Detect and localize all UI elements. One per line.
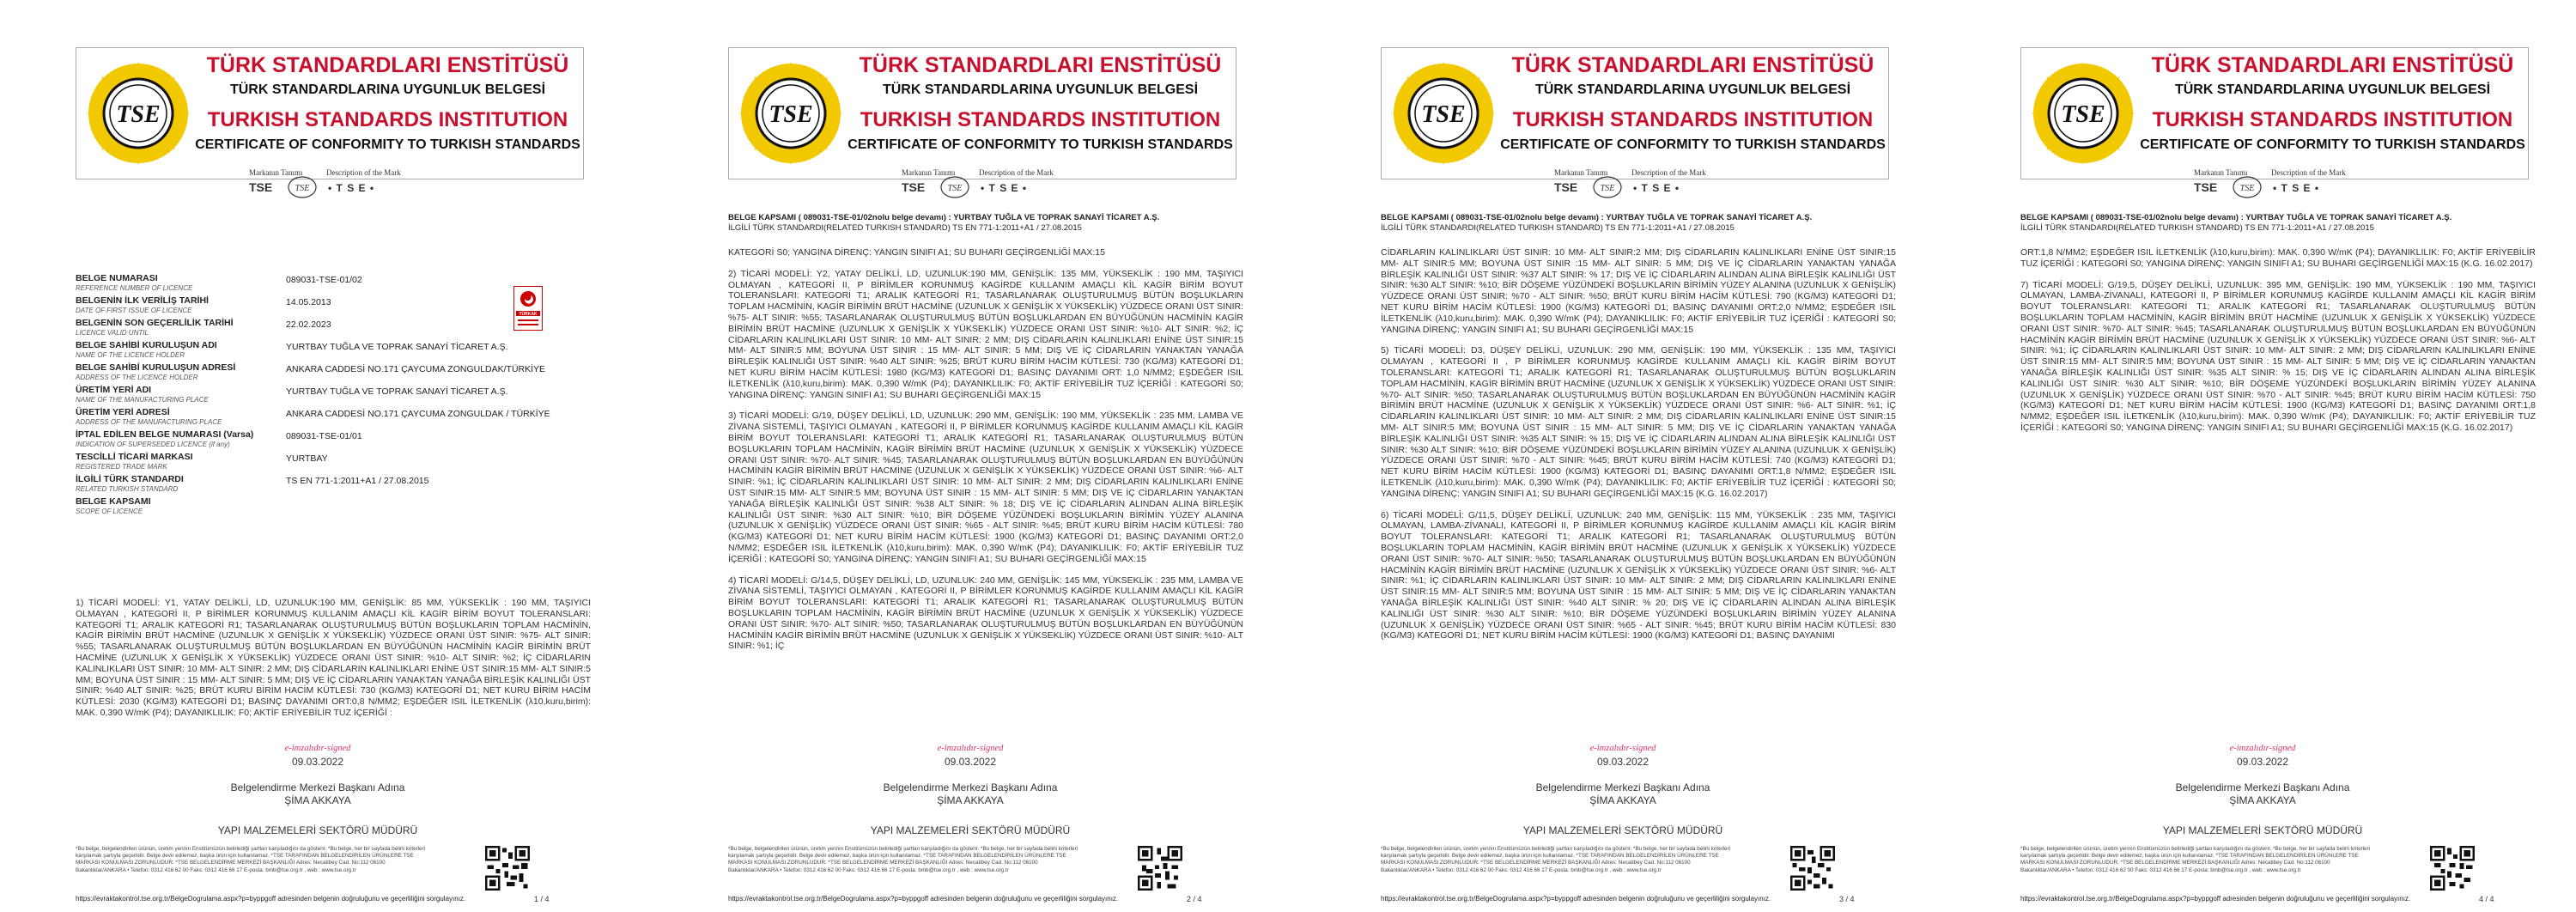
certificate-subtitle-en: CERTIFICATE OF CONFORMITY TO TURKISH STANDARDS <box>848 137 1233 152</box>
verification-url[interactable]: https://evraktakontrol.tse.org.tr/BelgeDogrulama.aspx?p=byppgoff adresinden belgenin doğruluğunu ve geçerliliğini sorgulayınız. <box>76 895 466 903</box>
signatory-title: Belgelendirme Merkezi Başkanı Adına <box>230 781 405 793</box>
qr-code-icon <box>1138 846 1182 891</box>
signature-block <box>0 744 635 836</box>
certificate-subtitle-en: CERTIFICATE OF CONFORMITY TO TURKISH STANDARDS <box>2140 137 2525 152</box>
certificate-subtitle-tr: TÜRK STANDARDLARINA UYGUNLUK BELGESİ <box>229 82 546 97</box>
footer-notes: *Bu belge, belgelendirilen ürünün, üretim yerinin Enstitümüzün belirlediği şartları karşıladığını da gösterir. *Bu belge, her bir sayfada belirli kriterleri karşılamak şartıyla geçerlidir. Belge devir edilemez, başka ürün için kullanılamaz. *TSE TARAFINDAN BELGELENDİRİLEN ÜRÜNLERE TSE MARKASI KONULMASI ZORUNLUDUR. *TSE BELGELENDİRME MERKEZİ BAŞKANLIĞI Adres: Necatibey Cad. No:112 06100 Bakanlıklar/ANKARA • Telefon: 0312 416 62 00 Faks: 0312 416 66 17 E-posta: bmb@tse.org.tr , web : www.tse.org.tr <box>1381 846 1731 873</box>
turkak-badge-icon <box>513 286 543 331</box>
esigned-label: e-imzalıdır-signed <box>1589 744 1656 753</box>
certificate-header <box>1381 47 1889 179</box>
institution-title-tr: TÜRK STANDARDLARI ENSTİTÜSÜ <box>1511 53 1874 77</box>
institution-title-en: TURKISH STANDARDS INSTITUTION <box>207 108 568 131</box>
signatory-department: YAPI MALZEMELERİ SEKTÖRÜ MÜDÜRÜ <box>217 824 418 836</box>
footer-notes: *Bu belge, belgelendirilen ürünün, üretim yerinin Enstitümüzün belirlediği şartları karşıladığını da gösterir. *Bu belge, her bir sayfada belirli kriterleri karşılamak şartıyla geçerlidir. Belge devir edilemez, başka ürün için kullanılamaz. *TSE TARAFINDAN BELGELENDİRİLEN ÜRÜNLERE TSE MARKASI KONULMASI ZORUNLUDUR. *TSE BELGELENDİRME MERKEZİ BAŞKANLIĞI Adres: Necatibey Cad. No:112 06100 Bakanlıklar/ANKARA • Telefon: 0312 416 62 00 Faks: 0312 416 66 17 E-posta: bmb@tse.org.tr , web : www.tse.org.tr <box>2020 846 2371 873</box>
signatory-department: YAPI MALZEMELERİ SEKTÖRÜ MÜDÜRÜ <box>1522 824 1723 836</box>
mark-label-en: Description of the Mark <box>979 168 1054 177</box>
mark-dots: • T S E • <box>981 182 1028 194</box>
signatory-title: Belgelendirme Merkezi Başkanı Adına <box>883 781 1058 793</box>
mark-description <box>653 168 1288 199</box>
svg-text:TSE: TSE <box>116 101 161 128</box>
esigned-label: e-imzalıdır-signed <box>937 744 1004 753</box>
signature-block <box>653 744 1288 836</box>
mark-description <box>0 168 635 199</box>
mark-description <box>1945 168 2576 199</box>
signatory-title: Belgelendirme Merkezi Başkanı Adına <box>2175 781 2350 793</box>
svg-text:TÜRKAK: TÜRKAK <box>519 312 538 317</box>
institution-title-en: TURKISH STANDARDS INSTITUTION <box>2152 108 2513 131</box>
related-standard-line: İLGİLİ TÜRK STANDARDI(RELATED TURKISH STANDARD) TS EN 771-1:2011+A1 / 27.08.2015 <box>2020 223 2374 233</box>
signatory-department: YAPI MALZEMELERİ SEKTÖRÜ MÜDÜRÜ <box>870 824 1071 836</box>
signature-block <box>1945 744 2576 836</box>
institution-title-en: TURKISH STANDARDS INSTITUTION <box>860 108 1221 131</box>
mark-dots: • T S E • <box>1633 182 1680 194</box>
field-holder-address: BELGE SAHİBİ KURULUŞUN ADRESİ ADDRESS OF THE LICENCE HOLDER ANKARA CADDESİ NO.171 ÇAYCUMA ZONGULDAK/TÜRKİYE <box>76 362 546 381</box>
mark-dots: • T S E • <box>328 182 375 194</box>
scope-header: BELGE KAPSAMI ( 089031-TSE-01/02nolu belge devamı) : YURTBAY TUĞLA VE TOPRAK SANAYİ TİCARET A.Ş. <box>728 213 1160 222</box>
scope-paragraph: KATEGORİ S0; YANGINA DİRENÇ: YANGIN SINIFI A1; SU BUHARI GEÇİRGENLİĞİ MAX:15 <box>728 247 1105 258</box>
scope-paragraph: 4) TİCARİ MODELİ: G/14,5, DÜŞEY DELİKLİ, LD, UZUNLUK: 240 MM, GENİŞLİK: 145 MM, YÜKSEKLİK : 235 MM, LAMBA VE ZİVANA SİSTEMLİ, TAŞIYICI OLMAYAN , KATEGORİ II, P BİRİMLER KORUNMUŞ KAGİRDE KULLANIM AMAÇLI KİL KAGİR BİRİM BOYUT TOLERANSLARI: KATEGORİ T1; ARALIK KATEGORİ R1; TASARLANARAK OLUŞTURULMUŞ BÜTÜN BOŞLUKLARIN TOPLAM HACMİNİN, KAGİR BİRİMİN BRÜT HACMİNE (UZUNLUK X GENİŞLİK X YÜKSEKLİK) YÜZDECE ORANI ÜST SINIR: %70- ALT SINIR: %50; TASARLANARAK OLUŞTURULMUŞ BÜTÜN BOŞLUKLARDAN EN BÜYÜĞÜNÜN HACMİNİN KAGİR BİRİMİN BRÜT HACMİNE (UZUNLUK X GENİŞLİK X YÜKSEKLİK) YÜZDECE ORANI ÜST SINIR: %10- ALT SINIR: %1; İÇ <box>728 575 1243 652</box>
scope-paragraph: 1) TİCARİ MODELİ: Y1, YATAY DELİKLİ, LD, UZUNLUK:190 MM, GENİŞLİK: 85 MM, YÜKSEKLİK : 190 MM, TAŞIYICI OLMAYAN , KATEGORİ II, P BİRİMLER KORUNMUŞ KULLANIM AMAÇLI KİL KAGİR BİRİM BOYUT TOLERANSLARI: KATEGORİ T1; ARALIK KATEGORİ R1; TASARLANARAK OLUŞTURULMUŞ BÜTÜN BOŞLUKLARIN TOPLAM HACMİNİN, KAGİR BİRİMİN BRÜT HACMİNE (UZUNLUK X GENİŞLİK X YÜKSEKLİK) YÜZDECE ORANI ÜST SINIR: %75- ALT SINIR: %55; TASARLANARAK OLUŞTURULMUŞ BÜTÜN BOŞLUKLARDAN EN BÜYÜĞÜNÜN HACMİNİN KAGİR BİRİMİN BRÜT HACMİNE (UZUNLUK X GENİŞLİK X YÜKSEKLİK) YÜZDECE ORANI ÜST SINIR: %10- ALT SINIR: %2; İÇ CİDARLARIN KALINLIKLARI ÜST SINIR: 10 MM- ALT SINIR: 2 MM; DIŞ CİDARLARIN KALINLIKLARI ENİNE ÜST SINIR:15 MM- ALT SINIR:5 MM; BOYUNA ÜST SINIR : 15 MM- ALT SINIR: 5 MM; DIŞ VE İÇ CİDARLARIN YANAKTAN YANAĞA BİRLEŞİK KALINLIĞI ÜST SINIR: %40 ALT SINIR: %25; BRÜT KURU BİRİM HACİM KÜTLESİ: 730 (KG/M3) KATEGORİ D1; NET KURU BİRİM HACİM KÜTLESİ: 2030 (KG/M3) KATEGORİ D1; BASINÇ DAYANIMI ORT:0,8 N/MM2; EŞDEĞER ISIL İLETKENLİK (λ10,kuru,birim): MAK. 0,390 W/mK (P4); DAYANIKLILIK: F0; AKTİF ERİYEBİLİR TUZ İÇERİĞİ : <box>76 598 592 718</box>
svg-text:TSE: TSE <box>2061 101 2105 128</box>
certificate-header <box>2020 47 2529 179</box>
scope-paragraph: CİDARLARIN KALINLIKLARI ÜST SINIR: 10 MM- ALT SINIR:2 MM; DIŞ CİDARLARIN KALINLIKLARI ENİNE ÜST SINIR:15 MM- ALT SINIR:5 MM; BOYUNA ÜST SINIR :15 MM- ALT SINIR: 5 MM; DIŞ VE İÇ CİDARLARIN YANAKTAN YANAĞA BİRLEŞİK KALINLIĞI ÜST SINIR: %37 ALT SINIR: % 17; DIŞ VE İÇ CİDARLARIN ALINDAN ALINA BİRLEŞİK KALINLIĞI ÜST SINIR: %30 ALT SINIR: %10; BİR DÖŞEME YÜZÜNDEKİ BOŞLUKLARIN BİRİMİN YÜZEY ALANINA (UZUNLUK X GENİŞLİK) YÜZDECE ORANI ÜST SINIR: %70 - ALT SINIR: %50; BRÜT KURU BİRİM HACİM KÜTLESİ: 790 (KG/M3) KATEGORİ D1; NET KURU BİRİM HACİM KÜTLESİ: 1900 (KG/M3) KATEGORİ D1; BASINÇ DAYANIMI ORT:2,0 N/MM2; EŞDEĞER ISIL İLETKENLİK (λ10,kuru,birim): MAK. 0,390 W/mK (P4); DAYANIKLILIK: F0; AKTİF ERİYEBİLİR TUZ İÇERİĞİ : KATEGORİ S0; YANGINA DİRENÇ: YANGIN SINIFI A1; SU BUHARI GEÇİRGENLİĞİ MAX:15 <box>1381 247 1896 335</box>
svg-text:TSE: TSE <box>947 184 963 193</box>
verification-url[interactable]: https://evraktakontrol.tse.org.tr/BelgeDogrulama.aspx?p=byppgoff adresinden belgenin doğruluğunu ve geçerliliğini sorgulayınız. <box>2020 895 2411 903</box>
scope-header: BELGE KAPSAMI ( 089031-TSE-01/02nolu belge devamı) : YURTBAY TUĞLA VE TOPRAK SANAYİ TİCARET A.Ş. <box>1381 213 1813 222</box>
scope-text <box>1381 247 1896 652</box>
related-standard-line: İLGİLİ TÜRK STANDARDI(RELATED TURKISH STANDARD) TS EN 771-1:2011+A1 / 27.08.2015 <box>728 223 1082 233</box>
tse-logo-icon <box>2030 60 2136 167</box>
scope-text <box>728 247 1243 662</box>
qr-code-icon <box>1790 846 1835 891</box>
svg-text:TSE: TSE <box>295 184 310 193</box>
certificate-subtitle-tr: TÜRK STANDARDLARINA UYGUNLUK BELGESİ <box>2174 82 2491 97</box>
institution-title-en: TURKISH STANDARDS INSTITUTION <box>1512 108 1874 131</box>
signatory-title: Belgelendirme Merkezi Başkanı Adına <box>1535 781 1710 793</box>
signature-block <box>1305 744 1941 836</box>
tse-logo-icon <box>738 60 844 167</box>
page-number: 3 / 4 <box>1839 895 1855 903</box>
verification-url[interactable]: https://evraktakontrol.tse.org.tr/BelgeDogrulama.aspx?p=byppgoff adresinden belgenin doğruluğunu ve geçerliliğini sorgulayınız. <box>1381 895 1771 903</box>
certificate-header <box>728 47 1236 179</box>
signature-date: 09.03.2022 <box>944 756 997 768</box>
field-reference-number: BELGE NUMARASI REFERENCE NUMBER OF LICENCE 089031-TSE-01/02 <box>76 273 362 292</box>
institution-title-tr: TÜRK STANDARDLARI ENSTİTÜSÜ <box>2151 53 2514 77</box>
field-related-standard: İLGİLİ TÜRK STANDARDI RELATED TURKISH STANDARD TS EN 771-1:2011+A1 / 27.08.2015 <box>76 474 429 493</box>
certificate-subtitle-tr: TÜRK STANDARDLARINA UYGUNLUK BELGESİ <box>1534 82 1851 97</box>
svg-text:TSE: TSE <box>1421 101 1466 128</box>
scope-paragraph: 6) TİCARİ MODELİ: G/11,5, DÜŞEY DELİKLİ, UZUNLUK: 240 MM, GENİŞLİK: 115 MM, YÜKSEKLİK : 235 MM, TAŞIYICI OLMAYAN, LAMBA-ZİVANALI, KATEGORİ II, P BİRİMLER KORUNMUŞ KAGİRDE KULLANIM AMAÇLI KİL KAGİR BİRİM BOYUT TOLERANSLARI: KATEGORİ T1; ARALIK KATEGORİ R1; TASARLANARAK OLUŞTURULMUŞ BÜTÜN BOŞLUKLARIN TOPLAM HACMİNİN, KAGİR BİRİMİN BRÜT HACMİNE (UZUNLUK X GENİŞLİK X YÜKSEKLİK) YÜZDECE ORANI ÜST SINIR: %70- ALT SINIR: %50; TASARLANARAK OLUŞTURULMUŞ BÜTÜN BOŞLUKLARDAN EN BÜYÜĞÜNÜN HACMİNİN KAGİR BİRİMİN BRÜT HACMİNE (UZUNLUK X GENİŞLİK X YÜKSEKLİK) YÜZDECE ORANI ÜST SINIR: %6- ALT SINIR: %1; İÇ CİDARLARIN KALINLIKLARI ÜST SINIR: 10 MM- ALT SINIR: 2 MM; DIŞ CİDARLARIN KALINLIKLARI ENİNE ÜST SINIR:15 MM- ALT SINIR:5 MM; BOYUNA ÜST SINIR : 15 MM- ALT SINIR: 5 MM; DIŞ VE İÇ CİDARLARIN YANAKTAN YANAĞA BİRLEŞİK KALINLIĞI ÜST SINIR: %40 ALT SINIR: % 20; DIŞ VE İÇ CİDARLARIN ALINDAN ALINA BİRLEŞİK KALINLIĞI ÜST SINIR: %30 ALT SINIR: %10; BİR DÖŞEME YÜZÜNDEKİ BOŞLUKLARIN BİRİMİN YÜZEY ALANINA (UZUNLUK X GENİŞLİK) YÜZDECE ORANI ÜST SINIR: %65 - ALT SINIR: %45; BRÜT KURU BİRİM HACİM KÜTLESİ: 830 (KG/M3) KATEGORİ D1; NET KURU BİRİM HACİM KÜTLESİ: 1900 (KG/M3) KATEGORİ D1; BASINÇ DAYANIMI <box>1381 509 1896 641</box>
mark-tse: TSE <box>249 180 273 194</box>
mark-tse: TSE <box>1554 180 1578 194</box>
mark-tse: TSE <box>902 180 926 194</box>
institution-title-tr: TÜRK STANDARDLARI ENSTİTÜSÜ <box>859 53 1222 77</box>
institution-title-tr: TÜRK STANDARDLARI ENSTİTÜSÜ <box>206 53 569 77</box>
signatory-name: ŞİMA AKKAYA <box>1589 794 1656 806</box>
scope-paragraph: 5) TİCARİ MODELİ: D3, DÜŞEY DELİKLİ, UZUNLUK: 290 MM, GENİŞLİK: 190 MM, YÜKSEKLİK : 135 MM, TAŞIYICI OLMAYAN , KATEGORİ II , P BİRİMLER KORUNMUŞ KAGİRDE KULLANIM AMAÇLI KİL KAGİR BİRİM BOYUT TOLERANSLARI: KATEGORİ T1; ARALIK KATEGORİ R1; TASARLANARAK OLUŞTURULMUŞ BÜTÜN BOŞLUKLARIN TOPLAM HACMİNİN, KAGİR BİRİMİN BRÜT HACMİNE (UZUNLUK X GENİŞLİK X YÜKSEKLİK) YÜZDECE ORANI ÜST SINIR: %70- ALT SINIR: %50; TASARLANARAK OLUŞTURULMUŞ BÜTÜN BOŞLUKLARDAN EN BÜYÜĞÜNÜN HACMİNİN KAGİR BİRİMİN BRÜT HACMİNE (UZUNLUK X GENİŞLİK X YÜKSEKLİK) YÜZDECE ORANI ÜST SINIR: %6- ALT SINIR: %1; İÇ CİDARLARIN KALINLIKLARI ÜST SINIR: 10 MM- ALT SINIR: 2 MM; DIŞ CİDARLARIN KALINLIKLARI ENİNE ÜST SINIR:15 MM- ALT SINIR:5 MM; BOYUNA ÜST SINIR : 15 MM- ALT SINIR: 5 MM; DIŞ VE İÇ CİDARLARIN YANAKTAN YANAĞA BİRLEŞİK KALINLIĞI ÜST SINIR: %35 ALT SINIR: % 15; DIŞ VE İÇ CİDARLARIN ALINDAN ALINA BİRLEŞİK KALINLIĞI ÜST SINIR: %30 ALT SINIR: %10; BİR DÖŞEME YÜZÜNDEKİ BOŞLUKLARIN BİRİMİN YÜZEY ALANINA (UZUNLUK X GENİŞLİK) YÜZDECE ORANI ÜST SINIR: %70 - ALT SINIR: %45; BRÜT KURU BİRİM HACİM KÜTLESİ: 740 (KG/M3) KATEGORİ D1; NET KURU BİRİM HACİM KÜTLESİ: 1900 (KG/M3) KATEGORİ D1; BASINÇ DAYANIMI ORT:1,8 N/MM2; EŞDEĞER ISIL İLETKENLİK (λ10,kuru,birim): MAK. 0,390 W/mK (P4); DAYANIKLILIK: F0; AKTİF ERİYEBİLİR TUZ İÇERİĞİ : KATEGORİ S0; YANGINA DİRENÇ: YANGIN SINIFI A1; SU BUHARI GEÇİRGENLİĞİ MAX:15 (K.G. 16.02.2017) <box>1381 345 1896 499</box>
signature-date: 09.03.2022 <box>291 756 344 768</box>
field-manufacturer-address: ÜRETİM YERİ ADRESİ ADDRESS OF THE MANUFACTURING PLACE ANKARA CADDESİ NO.171 ÇAYCUMA ZONGULDAK / TÜRKİYE <box>76 407 550 426</box>
field-trade-mark: TESCİLLİ TİCARİ MARKASI REGISTERED TRADE MARK YURTBAY <box>76 452 328 471</box>
verification-url[interactable]: https://evraktakontrol.tse.org.tr/BelgeDogrulama.aspx?p=byppgoff adresinden belgenin doğruluğunu ve geçerliliğini sorgulayınız. <box>728 895 1119 903</box>
tse-logo-icon <box>1390 60 1497 167</box>
certificate-page-1 <box>0 0 635 912</box>
svg-text:TSE: TSE <box>769 101 813 128</box>
scope-header: BELGE KAPSAMI ( 089031-TSE-01/02nolu belge devamı) : YURTBAY TUĞLA VE TOPRAK SANAYİ TİCARET A.Ş. <box>2020 213 2452 222</box>
certificate-page-2 <box>653 0 1288 912</box>
certificate-subtitle-en: CERTIFICATE OF CONFORMITY TO TURKISH STANDARDS <box>1500 137 1886 152</box>
mark-label-tr: Markanın Tanımı <box>902 168 956 177</box>
field-holder-name: BELGE SAHİBİ KURULUŞUN ADI NAME OF THE LICENCE HOLDER YURTBAY TUĞLA VE TOPRAK SANAYİ TİCARET A.Ş. <box>76 340 508 359</box>
mark-label-tr: Markanın Tanımı <box>1554 168 1608 177</box>
mark-label-en: Description of the Mark <box>1631 168 1706 177</box>
scope-paragraph: ORT:1,8 N/MM2; EŞDEĞER ISIL İLETKENLİK (λ10,kuru,birim): MAK. 0,390 W/mK (P4); DAYANIKLILIK: F0; AKTİF ERİYEBİLİR TUZ İÇERİĞİ : KATEGORİ S0; YANGINA DİRENÇ: YANGIN SINIFI A1; SU BUHARI GEÇİRGENLİĞİ MAX:15 (K.G. 16.02.2017) <box>2020 247 2536 269</box>
mark-tse: TSE <box>2194 180 2218 194</box>
field-first-issue: BELGENİN İLK VERİLİŞ TARİHİ DATE OF FIRST ISSUE OF LICENCE 14.05.2013 <box>76 295 331 314</box>
related-standard-line: İLGİLİ TÜRK STANDARDI(RELATED TURKISH STANDARD) TS EN 771-1:2011+A1 / 27.08.2015 <box>1381 223 1735 233</box>
signatory-name: ŞİMA AKKAYA <box>937 794 1004 806</box>
scope-paragraph: 7) TİCARİ MODELİ: G/19,5, DÜŞEY DELİKLİ, UZUNLUK: 395 MM, GENİŞLİK: 190 MM, YÜKSEKLİK : 190 MM, TAŞIYICI OLMAYAN, LAMBA-ZİVANALI, KATEGORİ II, P BİRİMLER KORUNMUŞ KAGİRDE KULLANIM AMAÇLI KİL KAGİR BİRİM BOYUT TOLERANSLARI: KATEGORİ T1; ARALIK KATEGORİ R1; TASARLANARAK OLUŞTURULMUŞ BÜTÜN BOŞLUKLARIN TOPLAM HACMİNİN, KAGİR BİRİMİN BRÜT HACMİNE (UZUNLUK X GENİŞLİK X YÜKSEKLİK) YÜZDECE ORANI ÜST SINIR: %70- ALT SINIR: %45; TASARLANARAK OLUŞTURULMUŞ BÜTÜN BOŞLUKLARDAN EN BÜYÜĞÜNÜN HACMİNİN KAGİR BİRİMİN BRÜT HACMİNE (UZUNLUK X GENİŞLİK X YÜKSEKLİK) YÜZDECE ORANI ÜST SINIR: %6- ALT SINIR: %1; İÇ CİDARLARIN KALINLIKLARI ÜST SINIR: 10 MM- ALT SINIR: 2 MM; DIŞ CİDARLARIN KALINLIKLARI ENİNE ÜST SINIR:15 MM- ALT SINIR:5 MM; BOYUNA ÜST SINIR : 15 MM- ALT SINIR: 5 MM; DIŞ VE İÇ CİDARLARIN YANAKTAN YANAĞA BİRLEŞİK KALINLIĞI ÜST SINIR: %35 ALT SINIR: % 15; DIŞ VE İÇ CİDARLARIN ALINDAN ALINA BİRLEŞİK KALINLIĞI ÜST SINIR: %30 ALT SINIR: %10; BİR DÖŞEME YÜZÜNDEKİ BOŞLUKLARIN BİRİMİN YÜZEY ALANINA (UZUNLUK X GENİŞLİK) YÜZDECE ORANI ÜST SINIR: %70 - ALT SINIR: %45; BRÜT KURU BİRİM HACİM KÜTLESİ: 750 (KG/M3) KATEGORİ D1; NET KURU BİRİM HACİM KÜTLESİ: 1900 (KG/M3) KATEGORİ D1; BASINÇ DAYANIMI ORT:1,8 N/MM2; EŞDEĞER ISIL İLETKENLİK (λ10,kuru,birim): MAK. 0,390 W/mK (P4); DAYANIKLILIK: F0; AKTİF ERİYEBİLİR TUZ İÇERİĞİ : KATEGORİ S0; YANGINA DİRENÇ: YANGIN SINIFI A1; SU BUHARI GEÇİRGENLİĞİ MAX:15 (K.G. 16.02.2017) <box>2020 279 2536 433</box>
qr-code-icon <box>2430 846 2475 891</box>
mark-label-en: Description of the Mark <box>2271 168 2346 177</box>
footer-notes: *Bu belge, belgelendirilen ürünün, üretim yerinin Enstitümüzün belirlediği şartları karşıladığını da gösterir. *Bu belge, her bir sayfada belirli kriterleri karşılamak şartıyla geçerlidir. Belge devir edilemez, başka ürün için kullanılamaz. *TSE TARAFINDAN BELGELENDİRİLEN ÜRÜNLERE TSE MARKASI KONULMASI ZORUNLUDUR. *TSE BELGELENDİRME MERKEZİ BAŞKANLIĞI Adres: Necatibey Cad. No:112 06100 Bakanlıklar/ANKARA • Telefon: 0312 416 62 00 Faks: 0312 416 66 17 E-posta: bmb@tse.org.tr , web : www.tse.org.tr <box>728 846 1078 873</box>
tse-mark-icon <box>939 175 970 199</box>
svg-text:TSE: TSE <box>1600 184 1615 193</box>
esigned-label: e-imzalıdır-signed <box>284 744 351 753</box>
signatory-name: ŞİMA AKKAYA <box>2229 794 2296 806</box>
mark-dots: • T S E • <box>2273 182 2320 194</box>
scope-paragraph: 3) TİCARİ MODELİ: G/19, DÜŞEY DELİKLİ, LD, UZUNLUK: 290 MM, GENİŞLİK: 190 MM, YÜKSEKLİK : 235 MM, LAMBA VE ZİVANA SİSTEMLİ, TAŞIYICI OLMAYAN , KATEGORİ II, P BİRİMLER KORUNMUŞ KAGİRDE KULLANIM AMAÇLI KİL KAGİR BİRİM BOYUT TOLERANSLARI: KATEGORİ T1; ARALIK KATEGORİ R1; TASARLANARAK OLUŞTURULMUŞ BÜTÜN BOŞLUKLARIN TOPLAM HACMİNİN, KAGİR BİRİMİN BRÜT HACMİNE (UZUNLUK X GENİŞLİK X YÜKSEKLİK) YÜZDECE ORANI ÜST SINIR: %70- ALT SINIR: %45; TASARLANARAK OLUŞTURULMUŞ BÜTÜN BOŞLUKLARDAN EN BÜYÜĞÜNÜN HACMİNİN KAGİR BİRİMİN BRÜT HACMİNE (UZUNLUK X GENİŞLİK X YÜKSEKLİK) YÜZDECE ORANI ÜST SINIR: %6- ALT SINIR: %1; İÇ CİDARLARIN KALINLIKLARI ÜST SINIR: 10 MM- ALT SINIR: 2 MM; DIŞ CİDARLARIN KALINLIKLARI ENİNE ÜST SINIR:15 MM- ALT SINIR:5 MM; BOYUNA ÜST SINIR : 15 MM- ALT SINIR: 5 MM; DIŞ VE İÇ CİDARLARIN YANAKTAN YANAĞA BİRLEŞİK KALINLIĞI ÜST SINIR: %38 ALT SINIR: % 18; DIŞ VE İÇ CİDARLARIN ALINDAN ALINA BİRLEŞİK KALINLIĞI ÜST SINIR: %30 ALT SINIR: %10; BİR DÖŞEME YÜZÜNDEKİ BOŞLUKLARIN BİRİMİN YÜZEY ALANINA (UZUNLUK X GENİŞLİK) YÜZDECE ORANI ÜST SINIR: %65 - ALT SINIR: %45; BRÜT KURU BİRİM HACİM KÜTLESİ: 780 (KG/M3) KATEGORİ D1; NET KURU BİRİM HACİM KÜTLESİ: 1900 (KG/M3) KATEGORİ D1; BASINÇ DAYANIMI ORT:2,0 N/MM2; EŞDEĞER ISIL İLETKENLİK (λ10,kuru,birim): MAK. 0,390 W/mK (P4); DAYANIKLILIK: F0; AKTİF ERİYEBİLİR TUZ İÇERİĞİ : KATEGORİ S0; YANGINA DİRENÇ: YANGIN SINIFI A1; SU BUHARI GEÇİRGENLİĞİ MAX:15 <box>728 410 1243 564</box>
signatory-name: ŞİMA AKKAYA <box>284 794 351 806</box>
certificate-page-4 <box>1945 0 2576 912</box>
certificate-subtitle-tr: TÜRK STANDARDLARINA UYGUNLUK BELGESİ <box>882 82 1199 97</box>
mark-description <box>1305 168 1941 199</box>
tse-logo-icon <box>85 60 191 167</box>
certificate-page-3 <box>1305 0 1941 912</box>
page-number: 1 / 4 <box>534 895 550 903</box>
esigned-label: e-imzalıdır-signed <box>2229 744 2296 753</box>
scope-paragraph: 2) TİCARİ MODELİ: Y2, YATAY DELİKLİ, LD, UZUNLUK:190 MM, GENİŞLİK: 135 MM, YÜKSEKLİK : 190 MM, TAŞIYICI OLMAYAN , KATEGORİ II, P BİRİMLER KORUNMUŞ KAGİRDE KULLANIM AMAÇLI KİL KAGİR BİRİM BOYUT TOLERANSLARI: KATEGORİ T1; ARALIK KATEGORİ R1; TASARLANARAK OLUŞTURULMUŞ BÜTÜN BOŞLUKLARIN TOPLAM HACMİNİN, KAGİR BİRİMİN BRÜT HACMİNE (UZUNLUK X GENİŞLİK X YÜKSEKLİK) YÜZDECE ORANI ÜST SINIR: %75- ALT SINIR: %55; TASARLANARAK OLUŞTURULMUŞ BÜTÜN BOŞLUKLARDAN EN BÜYÜĞÜNÜN HACMİNİN KAGİR BİRİMİN BRÜT HACMİNE (UZUNLUK X GENİŞLİK X YÜKSEKLİK) YÜZDECE ORANI ÜST SINIR: %10- ALT SINIR: %2; İÇ CİDARLARIN KALINLIKLARI ÜST SINIR: 10 MM- ALT SINIR: 2 MM; DIŞ CİDARLARIN KALINLIKLARI ENİNE ÜST SINIR:15 MM- ALT SINIR:5 MM; BOYUNA ÜST SINIR : 15 MM- ALT SINIR: 5 MM; DIŞ VE İÇ CİDARLARIN YANAKTAN YANAĞA BİRLEŞİK KALINLIĞI ÜST SINIR: %40 ALT SINIR: %25; BRÜT KURU BİRİM HACİM KÜTLESİ: 730 (KG/M3) KATEGORİ D1; NET KURU BİRİM HACİM KÜTLESİ: 1980 (KG/M3) KATEGORİ D1; BASINÇ DAYANIMI ORT: 1,0 N/MM2; EŞDEĞER ISIL İLETKENLİK (λ10,kuru,birim): MAK. 0,390 W/mK (P4); DAYANIKLILIK: F0; AKTİF ERİYEBİLİR TUZ İÇERİĞİ : KATEGORİ S0; YANGINA DİRENÇ: YANGIN SINIFI A1; SU BUHARI GEÇİRGENLİĞİ MAX:15 <box>728 268 1243 400</box>
field-scope: BELGE KAPSAMI SCOPE OF LICENCE <box>76 496 151 515</box>
mark-label-tr: Markanın Tanımı <box>249 168 303 177</box>
page-number: 4 / 4 <box>2479 895 2494 903</box>
signature-date: 09.03.2022 <box>1596 756 1649 768</box>
certificate-header <box>76 47 584 179</box>
qr-code-icon <box>485 846 530 891</box>
tse-mark-icon <box>1592 175 1623 199</box>
mark-label-tr: Markanın Tanımı <box>2194 168 2248 177</box>
certificate-subtitle-en: CERTIFICATE OF CONFORMITY TO TURKISH STANDARDS <box>195 137 580 152</box>
footer-notes: *Bu belge, belgelendirilen ürünün, üretim yerinin Enstitümüzün belirlediği şartları karşıladığını da gösterir. *Bu belge, her bir sayfada belirli kriterleri karşılamak şartıyla geçerlidir. Belge devir edilemez, başka ürün için kullanılamaz. *TSE TARAFINDAN BELGELENDİRİLEN ÜRÜNLERE TSE MARKASI KONULMASI ZORUNLUDUR. *TSE BELGELENDİRME MERKEZİ BAŞKANLIĞI Adres: Necatibey Cad. No:112 06100 Bakanlıklar/ANKARA • Telefon: 0312 416 62 00 Faks: 0312 416 66 17 E-posta: bmb@tse.org.tr , web : www.tse.org.tr <box>76 846 426 873</box>
scope-text <box>2020 247 2536 444</box>
scope-text <box>76 598 591 719</box>
field-manufacturer-name: ÜRETİM YERİ ADI NAME OF THE MANUFACTURING PLACE YURTBAY TUĞLA VE TOPRAK SANAYİ TİCARET A.Ş. <box>76 385 508 404</box>
signature-date: 09.03.2022 <box>2236 756 2289 768</box>
mark-label-en: Description of the Mark <box>326 168 401 177</box>
page-number: 2 / 4 <box>1187 895 1202 903</box>
field-valid-until: BELGENİN SON GEÇERLİLİK TARİHİ LICENCE VALID UNTIL 22.02.2023 <box>76 318 331 337</box>
field-superseded: İPTAL EDİLEN BELGE NUMARASI (Varsa) INDICATION OF SUPERSEDED LICENCE (if any) 089031-TSE-01/01 <box>76 429 362 448</box>
signatory-department: YAPI MALZEMELERİ SEKTÖRÜ MÜDÜRÜ <box>2162 824 2363 836</box>
tse-mark-icon <box>2232 175 2263 199</box>
tse-mark-icon <box>287 175 318 199</box>
svg-text:TSE: TSE <box>2239 184 2255 193</box>
